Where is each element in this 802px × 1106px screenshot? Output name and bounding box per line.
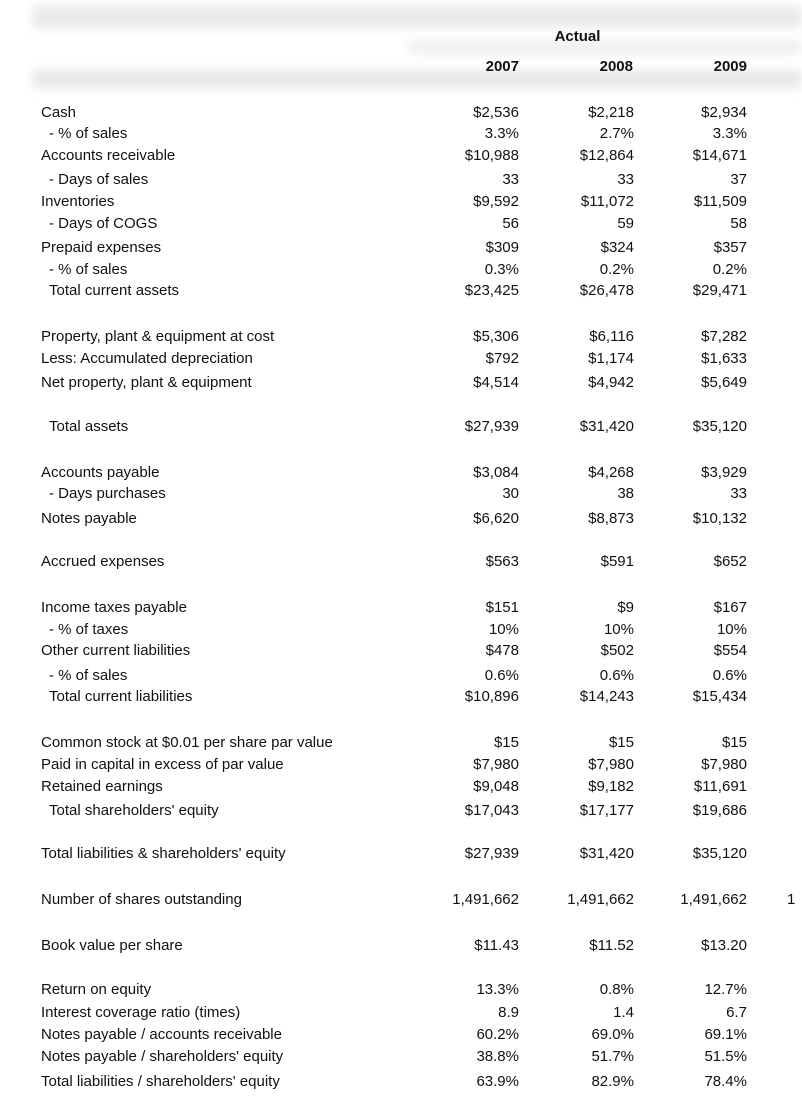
cell-2007: $151: [485, 599, 519, 616]
row-label: Notes payable: [41, 510, 137, 527]
cell-2007: $7,980: [473, 756, 519, 773]
row-label: Property, plant & equipment at cost: [41, 328, 275, 345]
table-row: [0, 373, 794, 393]
cell-2009: $11,691: [693, 778, 747, 795]
table-row: [0, 641, 794, 661]
table-row: [0, 801, 794, 821]
cell-2007: $10,988: [464, 147, 519, 164]
cell-2008: $11,072: [580, 193, 634, 210]
table-row: [0, 687, 794, 707]
row-label: Less: Accumulated depreciation: [41, 350, 253, 367]
cell-2009: 0.2%: [712, 261, 747, 278]
row-label: - Days purchases: [49, 485, 166, 502]
cell-2008: $11.52: [589, 937, 634, 954]
cell-2009: 0.6%: [712, 667, 747, 684]
cell-2009: $35,120: [692, 845, 747, 862]
table-row: [0, 1047, 794, 1067]
cell-2009: $11,509: [693, 193, 747, 210]
cell-2007: 8.9: [498, 1004, 519, 1021]
header-band-top: [32, 6, 802, 28]
row-label: Notes payable / shareholders' equity: [41, 1048, 284, 1065]
clipped-column-fragment: 1: [787, 891, 796, 908]
cell-2007: $563: [485, 553, 519, 570]
cell-2007: $792: [485, 350, 519, 367]
cell-2008: $12,864: [579, 147, 634, 164]
cell-2008: 10%: [603, 621, 634, 638]
cell-2009: $167: [713, 599, 747, 616]
cell-2007: $15: [493, 734, 519, 751]
cell-2008: $17,177: [579, 802, 634, 819]
table-row: [0, 103, 794, 123]
cell-2009: $35,120: [692, 418, 747, 435]
cell-2008: 0.2%: [599, 261, 634, 278]
cell-2009: $652: [713, 553, 747, 570]
row-label: Total current liabilities: [49, 688, 193, 705]
cell-2009: 3.3%: [712, 125, 747, 142]
row-label: Inventories: [41, 193, 115, 210]
table-row: [0, 777, 794, 797]
row-label: Total current assets: [49, 282, 180, 299]
cell-2008: 1,491,662: [567, 891, 634, 908]
cell-2009: 12.7%: [704, 981, 747, 998]
cell-2009: 37: [730, 171, 747, 188]
cell-2007: $309: [485, 239, 519, 256]
cell-2009: $15,434: [692, 688, 747, 705]
cell-2008: $14,243: [579, 688, 634, 705]
cell-2008: $2,218: [588, 104, 634, 121]
table-row: [0, 598, 794, 618]
cell-2009: 1,491,662: [680, 891, 747, 908]
cell-2007: $17,043: [464, 802, 519, 819]
cell-2007: $478: [485, 642, 519, 659]
cell-2007: 63.9%: [476, 1073, 519, 1090]
cell-2008: 82.9%: [591, 1073, 634, 1090]
row-label: - Days of sales: [49, 171, 149, 188]
cell-2007: $5,306: [473, 328, 519, 345]
cell-2008: $502: [600, 642, 634, 659]
cell-2007: $27,939: [464, 418, 519, 435]
cell-2007: 0.6%: [484, 667, 519, 684]
row-label: - % of taxes: [49, 621, 129, 638]
row-label: Total assets: [49, 418, 129, 435]
table-row: [0, 844, 794, 864]
row-label: - Days of COGS: [49, 215, 158, 232]
cell-2009: $10,132: [692, 510, 747, 527]
cell-2007: 56: [502, 215, 519, 232]
row-label: Return on equity: [41, 981, 152, 998]
cell-2007: $9,048: [473, 778, 519, 795]
cell-2009: $29,471: [692, 282, 747, 299]
cell-2009: $7,282: [701, 328, 747, 345]
table-row: [0, 890, 794, 910]
table-row: [0, 755, 794, 775]
cell-2008: 33: [617, 171, 634, 188]
cell-2008: $9,182: [588, 778, 634, 795]
cell-2008: $31,420: [579, 845, 634, 862]
row-label: Notes payable / accounts receivable: [41, 1026, 282, 1043]
cell-2009: 69.1%: [704, 1026, 747, 1043]
table-row: [0, 327, 794, 347]
table-row: [0, 1072, 794, 1092]
cell-2009: $7,980: [701, 756, 747, 773]
table-row: [0, 509, 794, 529]
cell-2008: 59: [617, 215, 634, 232]
cell-2007: 10%: [488, 621, 519, 638]
table-row: [0, 463, 794, 483]
table-row: [0, 260, 794, 280]
cell-2008: $591: [600, 553, 634, 570]
actual-group-header: Actual: [554, 28, 601, 45]
cell-2009: $15: [721, 734, 747, 751]
row-label: - % of sales: [49, 261, 128, 278]
cell-2009: 10%: [716, 621, 747, 638]
row-label: Prepaid expenses: [41, 239, 162, 256]
table-row: [0, 192, 794, 212]
cell-2007: 60.2%: [476, 1026, 519, 1043]
cell-2008: $15: [608, 734, 634, 751]
cell-2009: $2,934: [701, 104, 747, 121]
cell-2008: $4,268: [588, 464, 634, 481]
cell-2007: 0.3%: [484, 261, 519, 278]
cell-2008: 2.7%: [599, 125, 634, 142]
cell-2007: 30: [502, 485, 519, 502]
table-row: [0, 936, 794, 956]
cell-2009: $1,633: [701, 350, 747, 367]
row-label: Retained earnings: [41, 778, 163, 795]
table-row: [0, 980, 794, 1000]
cell-2008: 1.4: [613, 1004, 634, 1021]
table-row: [0, 349, 794, 369]
cell-2007: $2,536: [473, 104, 519, 121]
cell-2009: 78.4%: [704, 1073, 747, 1090]
cell-2008: $324: [600, 239, 634, 256]
cell-2008: $31,420: [579, 418, 634, 435]
row-label: Income taxes payable: [41, 599, 187, 616]
cell-2009: 6.7: [726, 1004, 747, 1021]
cell-2009: $13.20: [701, 937, 747, 954]
row-label: Accrued expenses: [41, 553, 165, 570]
cell-2008: 0.6%: [599, 667, 634, 684]
cell-2007: $3,084: [473, 464, 519, 481]
cell-2009: $5,649: [701, 374, 747, 391]
table-row: [0, 552, 794, 572]
table-row: [0, 1003, 794, 1023]
cell-2009: $19,686: [692, 802, 747, 819]
cell-2008: 69.0%: [591, 1026, 634, 1043]
cell-2007: $10,896: [464, 688, 519, 705]
table-row: [0, 214, 794, 234]
cell-2007: 33: [502, 171, 519, 188]
row-label: Accounts payable: [41, 464, 160, 481]
table-row: [0, 484, 794, 504]
cell-2009: 33: [730, 485, 747, 502]
table-row: [0, 733, 794, 753]
cell-2007: $23,425: [464, 282, 519, 299]
cell-2007: 1,491,662: [452, 891, 519, 908]
cell-2008: 51.7%: [591, 1048, 634, 1065]
cell-2007: $11.43: [474, 937, 519, 954]
table-row: [0, 666, 794, 686]
table-row: [0, 281, 794, 301]
year-header-2007: 2007: [485, 58, 519, 75]
cell-2009: $554: [713, 642, 747, 659]
row-label: - % of sales: [49, 125, 128, 142]
cell-2008: $1,174: [588, 350, 634, 367]
cell-2008: 0.8%: [599, 981, 634, 998]
year-header-2009: 2009: [713, 58, 747, 75]
row-label: Interest coverage ratio (times): [41, 1004, 241, 1021]
table-row: [0, 417, 794, 437]
table-row: [0, 1025, 794, 1045]
cell-2007: $4,514: [473, 374, 519, 391]
table-row: [0, 124, 794, 144]
cell-2007: $9,592: [473, 193, 519, 210]
cell-2008: $7,980: [588, 756, 634, 773]
row-label: Total liabilities / shareholders' equity: [41, 1073, 280, 1090]
row-label: Total liabilities & shareholders' equity: [41, 845, 286, 862]
cell-2008: $9: [617, 599, 634, 616]
cell-2007: 13.3%: [476, 981, 519, 998]
row-label: Paid in capital in excess of par value: [41, 756, 284, 773]
cell-2007: $6,620: [473, 510, 519, 527]
row-label: Accounts receivable: [41, 147, 176, 164]
row-label: Book value per share: [41, 937, 183, 954]
row-label: Total shareholders' equity: [49, 802, 219, 819]
table-row: [0, 146, 794, 166]
cell-2008: $26,478: [579, 282, 634, 299]
cell-2008: 38: [617, 485, 634, 502]
table-row: [0, 238, 794, 258]
cell-2009: $357: [713, 239, 747, 256]
row-label: Net property, plant & equipment: [41, 374, 252, 391]
cell-2008: $8,873: [588, 510, 634, 527]
cell-2008: $4,942: [588, 374, 634, 391]
row-label: - % of sales: [49, 667, 128, 684]
table-row: [0, 170, 794, 190]
cell-2007: $27,939: [464, 845, 519, 862]
row-label: Number of shares outstanding: [41, 891, 242, 908]
cell-2007: 3.3%: [484, 125, 519, 142]
cell-2009: $14,671: [692, 147, 747, 164]
row-label: Common stock at $0.01 per share par value: [41, 734, 333, 751]
cell-2009: $3,929: [701, 464, 747, 481]
cell-2007: 38.8%: [476, 1048, 519, 1065]
row-label: Cash: [41, 104, 77, 121]
cell-2009: 58: [730, 215, 747, 232]
cell-2009: 51.5%: [704, 1048, 747, 1065]
cell-2008: $6,116: [589, 328, 634, 345]
row-label: Other current liabilities: [41, 642, 191, 659]
table-row: [0, 620, 794, 640]
year-header-2008: 2008: [599, 58, 633, 75]
